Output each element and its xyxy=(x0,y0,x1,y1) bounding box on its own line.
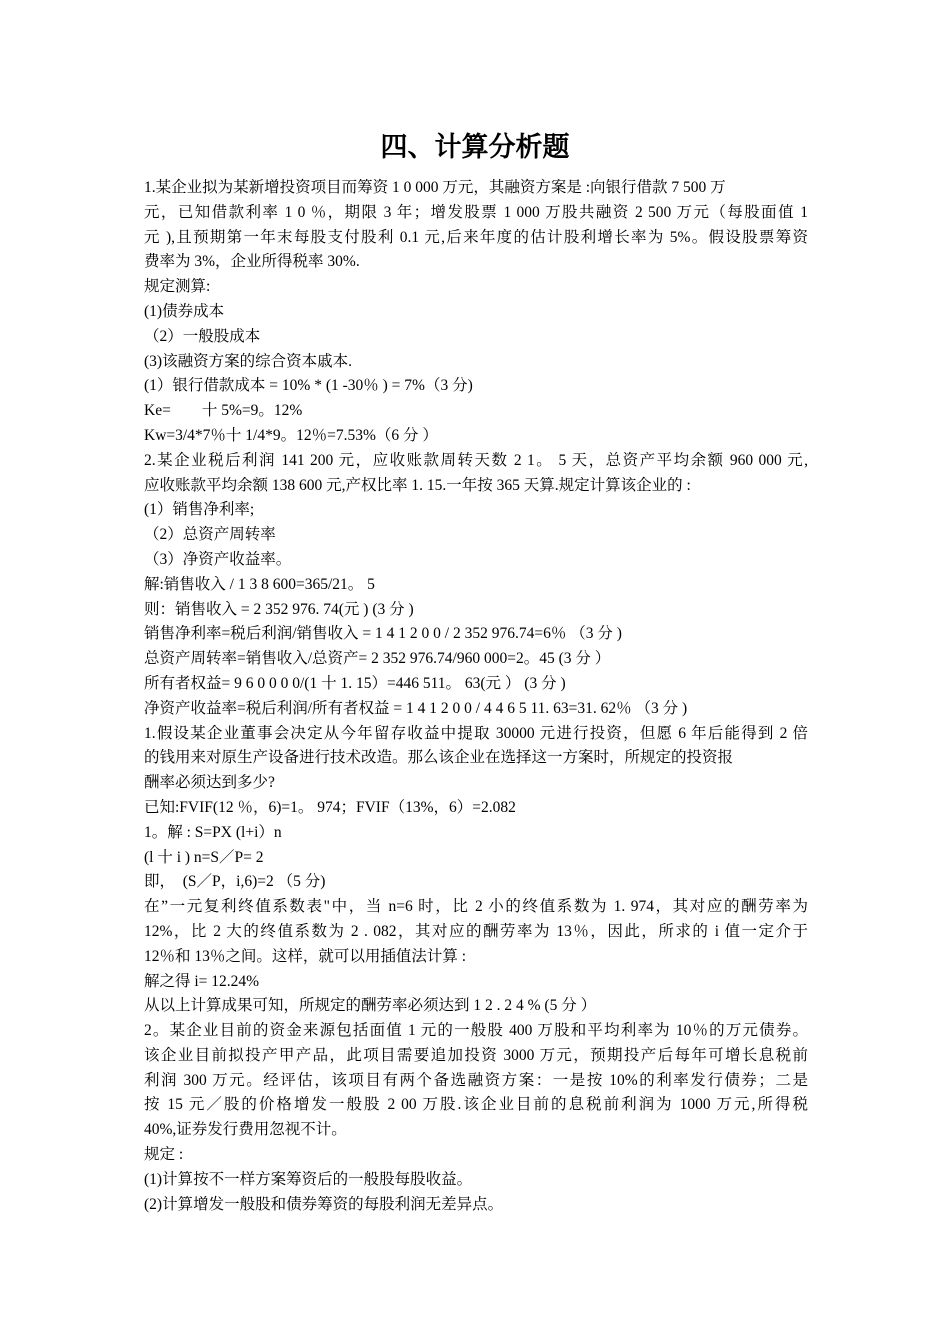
text-line: （2）一般股成本 xyxy=(144,327,261,345)
text-line: (1）销售净利率; xyxy=(144,501,255,519)
text-line: 净资产收益率=税后利润/所有者权益 = 1 4 1 2 0 0 / 4 4 6 5 11. 63=31. 62％ （3 分 ) xyxy=(144,699,688,717)
text-line: （2）总资产周转率 xyxy=(144,526,276,544)
text-line: (l 十 i ) n=S／P= 2 xyxy=(144,848,264,866)
text-line: 在”一元复利终值系数表"中，当 n=6 时，比 2 小的终值系数为 1. 974，其对应的酬劳率为 xyxy=(144,898,808,916)
text-line: 规定 : xyxy=(144,1146,184,1164)
text-line: 解:销售收入 / 1 3 8 600=365/21。 5 xyxy=(144,575,375,593)
text-line: 元，已知借款利率 1 0 ％，期限 3 年；增发股票 1 000 万股共融资 2 500 万元（每股面值 1 xyxy=(144,203,808,221)
text-line: 酬率必须达到多少? xyxy=(144,774,275,792)
text-line: 2.某企业税后利润 141 200 元，应收账款周转天数 2 1。 5 天，总资产平均余额 960 000 元, xyxy=(144,451,808,469)
text-line: 应收账款平均余额 138 600 元,产权比率 1. 15.一年按 365 天算.规定计算该企业的 : xyxy=(144,476,691,494)
text-line: 12%，比 2 大的终值系数为 2 . 082，其对应的酬劳率为 13％，因此，所求的 i 值一定介于 xyxy=(144,922,808,940)
text-line: 按 15 元／股的价格增发一般股 2 00 万股.该企业目前的息税前利润为 1000 万元,所得税 xyxy=(144,1096,808,1114)
text-line: 利润 300 万元。经评估，该项目有两个备选融资方案：一是按 10%的利率发行债券；二是 xyxy=(144,1071,808,1089)
text-line: 从以上计算成果可知，所规定的酬劳率必须达到 1 2 . 2 4 % (5 分 ） xyxy=(144,997,597,1015)
text-line: （3）净资产收益率。 xyxy=(144,550,292,568)
text-line: 即， (S／P，i,6)=2 （5 分) xyxy=(144,873,326,891)
text-line: (1)计算按不一样方案筹资后的一般股每股收益。 xyxy=(144,1170,473,1188)
text-line: 1.假设某企业董事会决定从今年留存收益中提取 30000 元进行投资，但愿 6 年后能得到 2 倍 xyxy=(144,724,808,742)
text-line: (1）银行借款成本 = 10% * (1 -30％ ) = 7%（3 分) xyxy=(144,377,473,395)
text-line: 的钱用来对原生产设备进行技术改造。那么该企业在选择这一方案时，所规定的投资报 xyxy=(144,749,734,767)
text-line: 所有者权益= 9 6 0 0 0 0/(1 十 1. 15）=446 511。 63(元 ） (3 分 ) xyxy=(144,674,566,692)
text-line: 40%,证券发行费用忽视不计。 xyxy=(144,1121,347,1139)
text-line: (1)债券成本 xyxy=(144,302,225,320)
text-line: 解之得 i= 12.24% xyxy=(144,972,260,990)
text-line: Kw=3/4*7％十 1/4*9。12％=7.53%（6 分 ） xyxy=(144,426,438,444)
text-line: 总资产周转率=销售收入/总资产= 2 352 976.74/960 000=2。45 (3 分 ） xyxy=(144,650,611,668)
document-body xyxy=(144,176,808,1217)
text-line: 2。某企业目前的资金来源包括面值 1 元的一般股 400 万股和平均利率为 10％的万元债券。 xyxy=(144,1022,808,1040)
text-line: 12％和 13％之间。这样，就可以用插值法计算 : xyxy=(144,947,467,965)
text-line: Ke= 十 5%=9。12% xyxy=(144,402,303,420)
text-line: (3)该融资方案的综合资本戚本. xyxy=(144,352,352,370)
text-line: 元 ),且预期第一年末每股支付股利 0.1 元,后来年度的估计股利增长率为 5%。假设股票筹资 xyxy=(144,228,808,246)
text-line: 则：销售收入 = 2 352 976. 74(元 ) (3 分 ) xyxy=(144,600,414,618)
text-line: 1。解 : S=PX (l+i）n xyxy=(144,823,282,841)
text-line: 销售净利率=税后利润/销售收入 = 1 4 1 2 0 0 / 2 352 976.74=6％ （3 分 ) xyxy=(144,625,622,643)
text-line: 费率为 3%，企业所得税率 30%. xyxy=(144,253,360,271)
text-line: 该企业目前拟投产甲产品，此项目需要追加投资 3000 万元，预期投产后每年可增长息税前 xyxy=(144,1046,808,1064)
text-line: 规定测算: xyxy=(144,278,211,296)
text-line: (2)计算增发一般股和债券筹资的每股利润无差异点。 xyxy=(144,1195,504,1213)
page-title: 四、计算分析题 xyxy=(380,132,570,163)
text-line: 已知:FVIF(12 ％，6)=1。 974；FVIF（13%，6）=2.082 xyxy=(144,798,516,816)
text-line: 1.某企业拟为某新增投资项目而筹资 1 0 000 万元，其融资方案是 :向银行借款 7 500 万 xyxy=(144,179,726,196)
